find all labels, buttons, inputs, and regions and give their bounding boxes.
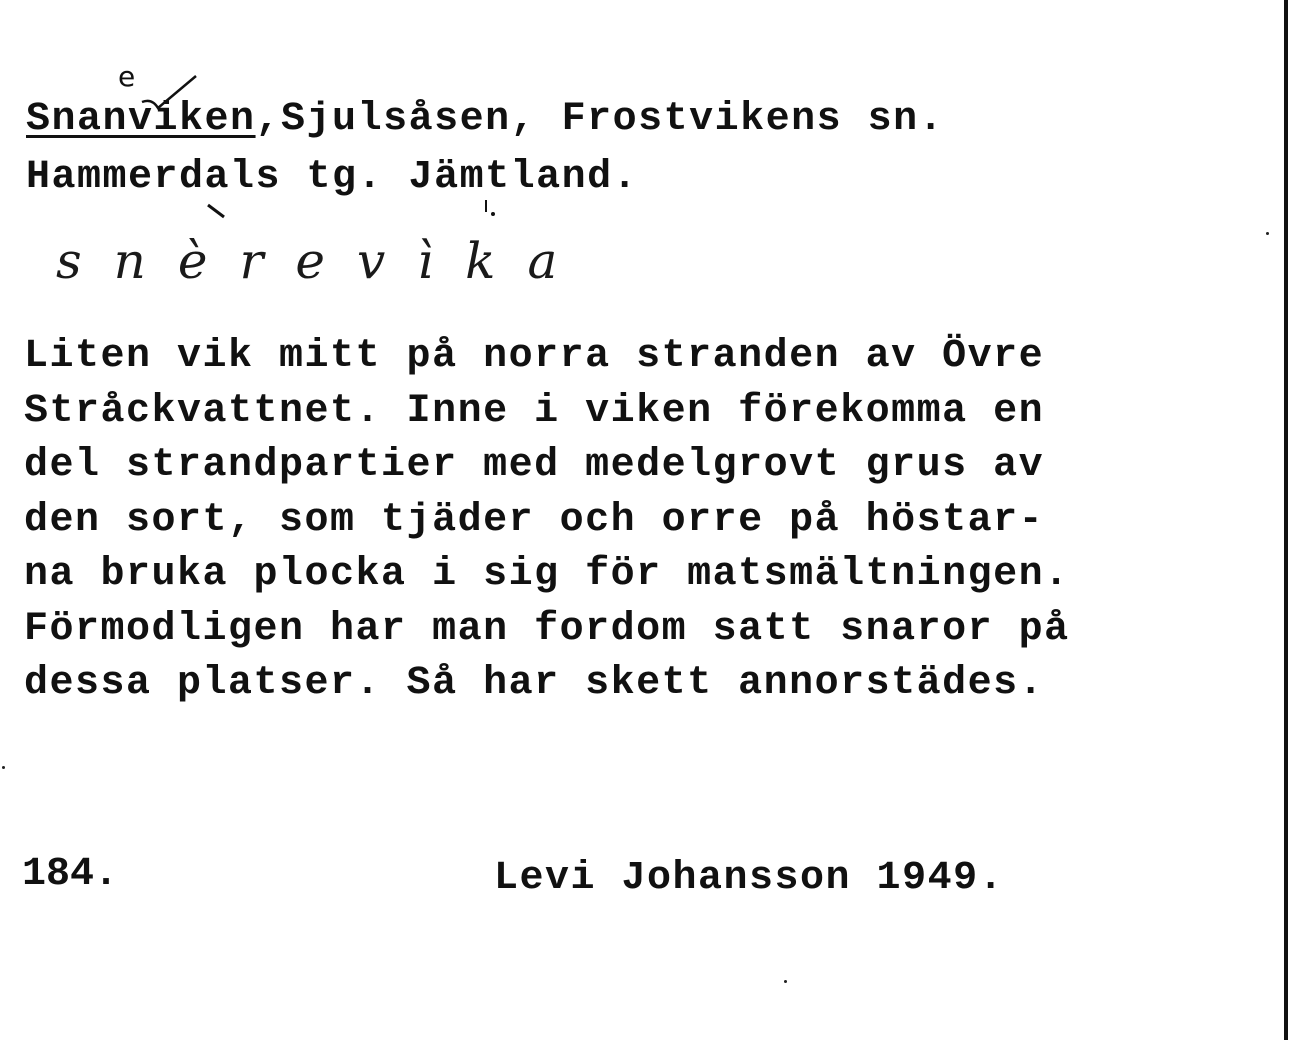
header-line-2: Hammerdals tg. Jämtland. — [26, 155, 639, 200]
speck — [2, 766, 5, 769]
speck — [784, 980, 787, 983]
header-line-1-rest: ,Sjulsåsen, Frostvikens sn. — [255, 97, 945, 142]
place-name: Snanviken — [26, 97, 256, 142]
description-line: na bruka plocka i sig för matsmältningen. — [24, 552, 1070, 597]
description-line: Stråckvattnet. Inne i viken förekomma en — [24, 388, 1045, 434]
description-line: dessa platser. Så har skett annorstädes. — [24, 661, 1045, 706]
handwritten-correction: e — [118, 60, 136, 93]
description-line: del strandpartier med medelgrovt grus av — [24, 443, 1045, 488]
description — [24, 330, 1070, 712]
description-line: Liten vik mitt på norra stranden av Övre — [24, 334, 1045, 379]
author-and-year: Levi Johansson 1949. — [494, 856, 1005, 901]
description-line: Förmodligen har man fordom satt snaror på — [24, 606, 1070, 652]
card-edge — [1284, 0, 1288, 1040]
speck — [1266, 232, 1269, 235]
grave-accent-mark — [204, 202, 230, 222]
description-line: den sort, som tjäder och orre på höstar- — [24, 497, 1045, 543]
pronunciation-handwritten: snèrevìka — [56, 232, 590, 290]
card-number: 184. — [22, 852, 119, 897]
dot-mark — [480, 198, 500, 220]
header-line-1 — [26, 97, 945, 142]
